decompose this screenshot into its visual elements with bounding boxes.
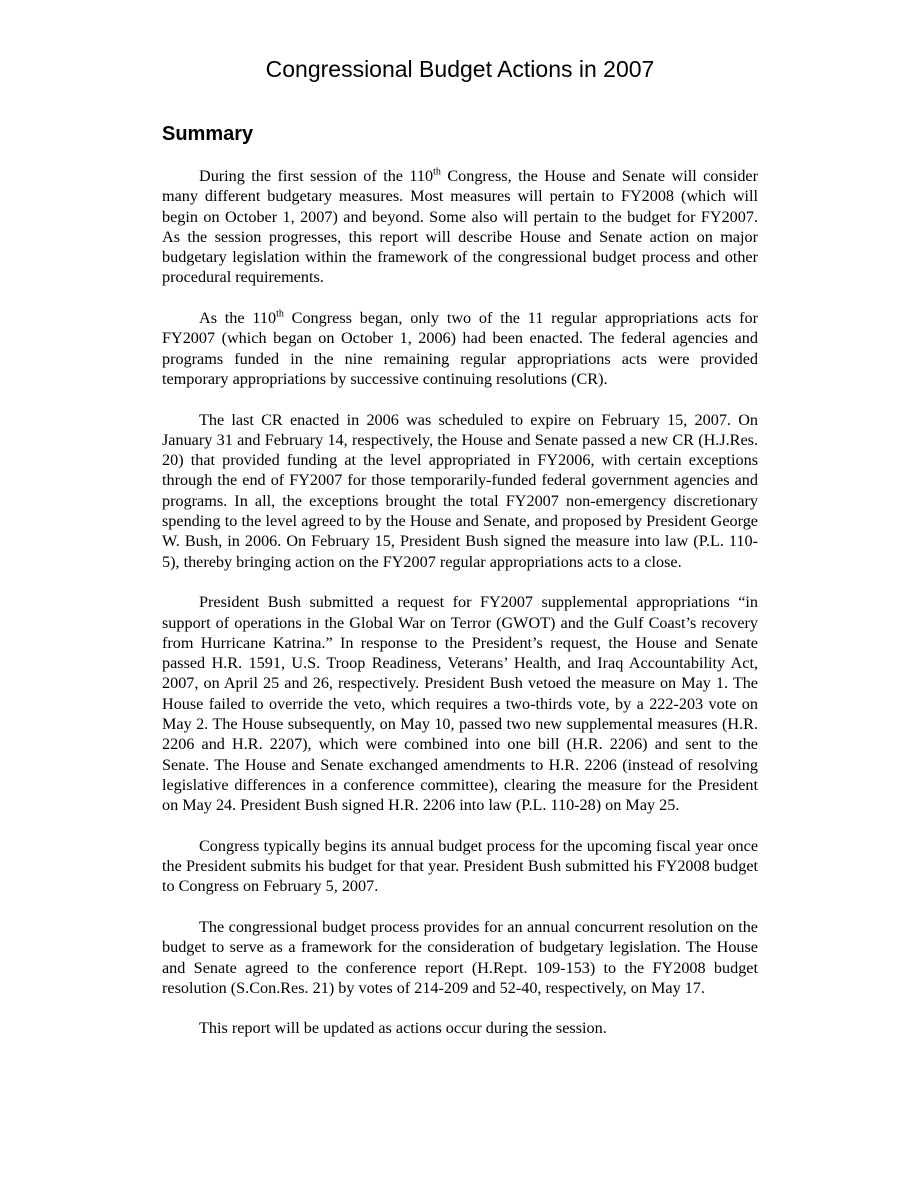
summary-paragraph-7: This report will be updated as actions occur during the session. (199, 1019, 607, 1038)
summary-paragraph-4: President Bush submitted a request for FY2007 supplemental appropriations “in support of operations in the Global War on Terror (GWOT) and the Gulf Coast’s recovery from Hurricane Katrina.” In response to the President’s request, the House and Senate passed H.R. 1591, U.S. Troop Readiness, Veterans’ Health, and Iraq Accountability Act, 2007, on April 25 and 26, respectively. President Bush vetoed the measure on May 1. The House failed to override the veto, which requires a two-thirds vote, by a 222-203 vote on May 2. The House subsequently, on May 10, passed two new supplemental measures (H.R. 2206 and H.R. 2207), which were combined into one bill (H.R. 2206) and sent to the Senate. The House and Senate exchanged amendments to H.R. 2206 (instead of resolving legislative differences in a conference committee), clearing the measure for the President on May 24. President Bush signed H.R. 2206 into law (P.L. 110-28) on May 25. (162, 593, 758, 815)
paragraph-text: Congress began, only two of the 11 regular appropriations acts for FY2007 (which began on October 1, 2006) had been enacted. The federal agencies and programs funded in the nine remaining regular appropriations acts were provided temporary appropriations by successive continuing resolutions (CR). (162, 309, 758, 388)
paragraph-text: As the 110 (199, 309, 277, 328)
ordinal-suffix: th (433, 166, 441, 178)
summary-paragraph-2 (162, 308, 758, 389)
summary-body (162, 166, 758, 1059)
ordinal-suffix: th (276, 308, 284, 320)
summary-paragraph-3: The last CR enacted in 2006 was scheduled to expire on February 15, 2007. On January 31 and February 14, respectively, the House and Senate passed a new CR (H.J.Res. 20) that provided funding at the level appropriated in FY2006, with certain exceptions through the end of FY2007 for those temporarily-funded federal government agencies and programs. In all, the exceptions brought the total FY2007 non-emergency discretionary spending to the level agreed to by the House and Senate, and proposed by President George W. Bush, in 2006. On February 15, President Bush signed the measure into law (P.L. 110-5), thereby bringing action on the FY2007 regular appropriations acts to a close. (162, 410, 758, 571)
paragraph-text: Congress, the House and Senate will consider many different budgetary measures. Most measures will pertain to FY2008 (which will begin on October 1, 2007) and beyond. Some also will pertain to the budget for FY2007. As the session progresses, this report will describe House and Senate action on major budgetary legislation within the framework of the congressional budget process and other procedural requirements. (162, 167, 758, 287)
summary-paragraph-6: The congressional budget process provides for an annual concurrent resolution on the budget to serve as a framework for the consideration of budgetary legislation. The House and Senate agreed to the conference report (H.Rept. 109-153) to the FY2008 budget resolution (S.Con.Res. 21) by votes of 214-209 and 52-40, respectively, on May 17. (162, 917, 758, 997)
summary-paragraph-5: Congress typically begins its annual budget process for the upcoming fiscal year once the President submits his budget for that year. President Bush submitted his FY2008 budget to Congress on February 5, 2007. (162, 836, 758, 896)
section-heading-summary: Summary (162, 123, 254, 145)
document-title: Congressional Budget Actions in 2007 (265, 56, 655, 82)
paragraph-text: During the first session of the 110 (199, 167, 434, 185)
summary-paragraph-1 (162, 166, 758, 288)
